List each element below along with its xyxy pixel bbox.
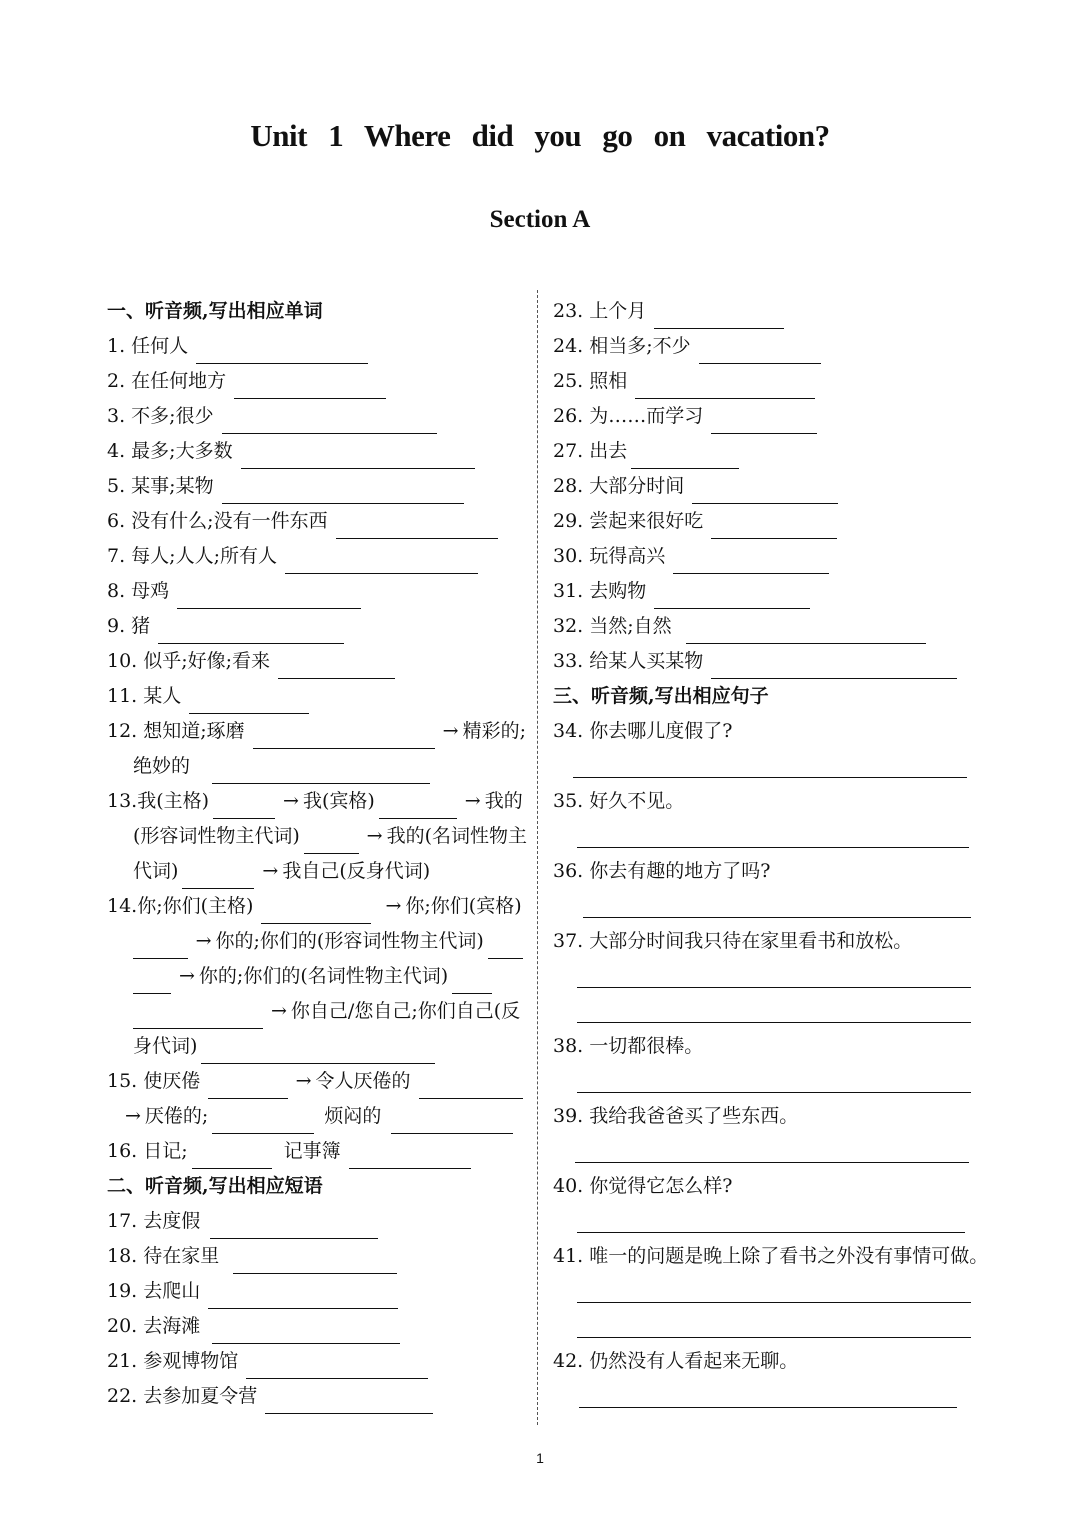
answer-line-37a — [553, 959, 973, 994]
question-34: 34. 你去哪儿度假了? — [553, 720, 733, 742]
answer-blank[interactable] — [285, 551, 478, 574]
answer-blank[interactable] — [212, 761, 430, 784]
answer-blank[interactable] — [488, 936, 523, 959]
answer-blank[interactable] — [158, 621, 344, 644]
question-26: 26. 为……而学习 — [553, 399, 973, 434]
page-number: 1 — [536, 1450, 544, 1466]
question-15-cont: → 厌倦的; 烦闷的 — [107, 1099, 527, 1134]
answer-blank[interactable] — [577, 1000, 971, 1023]
question-32: 32. 当然;自然 — [553, 609, 973, 644]
answer-blank[interactable] — [577, 825, 969, 848]
arrow-icon: → — [385, 895, 402, 917]
question-14-cont3: → 你自己/您自己;你们自己(反 — [107, 994, 527, 1029]
question-30: 30. 玩得高兴 — [553, 539, 973, 574]
answer-line-35 — [553, 819, 973, 854]
question-29: 29. 尝起来很好吃 — [553, 504, 973, 539]
answer-blank[interactable] — [379, 796, 457, 819]
question-33: 33. 给某人买某物 — [553, 644, 973, 679]
answer-blank[interactable] — [210, 1216, 378, 1239]
question-3: 3. 不多;很少 — [107, 399, 527, 434]
answer-blank[interactable] — [673, 551, 829, 574]
answer-blank[interactable] — [577, 965, 971, 988]
question-24: 24. 相当多;不少 — [553, 329, 973, 364]
question-11: 11. 某人 — [107, 679, 527, 714]
question-14: 14.你;你们(主格) → 你;你们(宾格) — [107, 889, 527, 924]
question-14-cont2: → 你的;你们的(名词性物主代词) — [107, 959, 527, 994]
answer-line-41b — [553, 1309, 973, 1344]
question-2: 2. 在任何地方 — [107, 364, 527, 399]
question-13: 13.我(主格) → 我(宾格) → 我的 — [107, 784, 527, 819]
answer-blank[interactable] — [192, 1146, 272, 1169]
question-22: 22. 去参加夏令营 — [107, 1379, 527, 1414]
arrow-icon: → — [195, 930, 212, 952]
answer-blank[interactable] — [182, 866, 254, 889]
answer-blank[interactable] — [711, 411, 817, 434]
question-31: 31. 去购物 — [553, 574, 973, 609]
arrow-icon: → — [295, 1070, 312, 1092]
answer-blank[interactable] — [234, 376, 386, 399]
answer-blank[interactable] — [573, 755, 967, 778]
answer-blank[interactable] — [212, 1111, 314, 1134]
right-column — [553, 294, 989, 1414]
answer-blank[interactable] — [583, 895, 971, 918]
question-25: 25. 照相 — [553, 364, 973, 399]
answer-blank[interactable] — [349, 1146, 471, 1169]
answer-blank[interactable] — [654, 306, 784, 329]
question-4: 4. 最多;大多数 — [107, 434, 527, 469]
question-41: 41. 唯一的问题是晚上除了看书之外没有事情可做。 — [553, 1245, 989, 1267]
arrow-icon: → — [179, 965, 195, 987]
answer-blank[interactable] — [278, 656, 395, 679]
answer-blank[interactable] — [265, 1391, 433, 1414]
answer-blank[interactable] — [222, 481, 464, 504]
answer-blank[interactable] — [246, 1356, 428, 1379]
answer-blank[interactable] — [575, 1140, 969, 1163]
answer-blank[interactable] — [189, 691, 309, 714]
question-42: 42. 仍然没有人看起来无聊。 — [553, 1350, 799, 1372]
answer-blank[interactable] — [133, 1006, 263, 1029]
answer-blank[interactable] — [336, 516, 498, 539]
question-40: 40. 你觉得它怎么样? — [553, 1175, 733, 1197]
answer-blank[interactable] — [692, 481, 838, 504]
question-28: 28. 大部分时间 — [553, 469, 973, 504]
answer-blank[interactable] — [419, 1076, 523, 1099]
question-12: 12. 想知道;琢磨 → 精彩的; — [107, 714, 527, 749]
answer-blank[interactable] — [208, 1076, 287, 1099]
answer-blank[interactable] — [452, 971, 492, 994]
answer-blank[interactable] — [635, 376, 815, 399]
answer-blank[interactable] — [577, 1280, 971, 1303]
unit-title: Unit 1 Where did you go on vacation? — [250, 118, 830, 153]
question-14-cont4: 身代词) — [107, 1029, 527, 1064]
question-13-cont: (形容词性物主代词) → 我的(名词性物主 — [107, 819, 527, 854]
answer-blank[interactable] — [577, 1070, 971, 1093]
answer-blank[interactable] — [686, 621, 926, 644]
question-20: 20. 去海滩 — [107, 1309, 527, 1344]
arrow-icon: → — [442, 720, 459, 742]
answer-blank[interactable] — [711, 516, 837, 539]
answer-blank[interactable] — [213, 796, 275, 819]
answer-blank[interactable] — [579, 1385, 957, 1408]
answer-blank[interactable] — [241, 446, 475, 469]
answer-blank[interactable] — [222, 411, 437, 434]
question-18: 18. 待在家里 — [107, 1239, 527, 1274]
question-37: 37. 大部分时间我只待在家里看书和放松。 — [553, 930, 913, 952]
question-7: 7. 每人;人人;所有人 — [107, 539, 527, 574]
section-title: Section A — [489, 206, 591, 233]
answer-blank[interactable] — [304, 831, 359, 854]
answer-line-37b — [553, 994, 973, 1029]
question-6: 6. 没有什么;没有一件东西 — [107, 504, 527, 539]
answer-blank[interactable] — [654, 586, 810, 609]
section-heading-phrases: 二、听音频,写出相应短语 — [107, 1175, 323, 1197]
answer-blank[interactable] — [196, 341, 368, 364]
answer-line-39 — [553, 1134, 973, 1169]
question-38: 38. 一切都很棒。 — [553, 1035, 704, 1057]
answer-line-41a — [553, 1274, 973, 1309]
answer-line-40 — [553, 1204, 973, 1239]
question-5: 5. 某事;某物 — [107, 469, 527, 504]
question-14-cont: → 你的;你们的(形容词性物主代词) — [107, 924, 527, 959]
answer-blank[interactable] — [133, 936, 188, 959]
answer-blank[interactable] — [711, 656, 957, 679]
question-27: 27. 出去 — [553, 434, 973, 469]
answer-blank[interactable] — [253, 726, 435, 749]
answer-blank[interactable] — [208, 1286, 398, 1309]
question-35: 35. 好久不见。 — [553, 790, 685, 812]
question-17: 17. 去度假 — [107, 1204, 527, 1239]
answer-blank[interactable] — [391, 1111, 513, 1134]
question-23: 23. 上个月 — [553, 294, 973, 329]
answer-blank[interactable] — [133, 971, 171, 994]
column-divider — [537, 290, 538, 1425]
question-19: 19. 去爬山 — [107, 1274, 527, 1309]
question-16: 16. 日记; 记事簿 — [107, 1134, 527, 1169]
question-1: 1. 任何人 — [107, 329, 527, 364]
answer-blank[interactable] — [261, 901, 371, 924]
section-heading-sentences: 三、听音频,写出相应句子 — [553, 685, 769, 707]
left-column — [107, 294, 527, 1414]
answer-blank[interactable] — [631, 446, 739, 469]
question-13-cont2: 代词) → 我自己(反身代词) — [107, 854, 527, 889]
arrow-icon: → — [283, 790, 299, 812]
question-8: 8. 母鸡 — [107, 574, 527, 609]
question-39: 39. 我给我爸爸买了些东西。 — [553, 1105, 799, 1127]
arrow-icon: → — [464, 790, 481, 812]
question-12-cont: 绝妙的 — [107, 749, 527, 784]
answer-blank[interactable] — [699, 341, 821, 364]
arrow-icon: → — [262, 860, 279, 882]
section-heading-words: 一、听音频,写出相应单词 — [107, 300, 323, 322]
question-36: 36. 你去有趣的地方了吗? — [553, 860, 771, 882]
question-9: 9. 猪 — [107, 609, 527, 644]
question-15: 15. 使厌倦 → 令人厌倦的 — [107, 1064, 527, 1099]
answer-blank[interactable] — [577, 1210, 965, 1233]
answer-blank[interactable] — [201, 1041, 435, 1064]
arrow-icon: → — [366, 825, 383, 847]
answer-line-42 — [553, 1379, 973, 1414]
arrow-icon: → — [271, 1000, 287, 1022]
answer-blank[interactable] — [212, 1321, 400, 1344]
answer-line-38 — [553, 1064, 973, 1099]
answer-line-34 — [553, 749, 973, 784]
answer-blank[interactable] — [177, 586, 361, 609]
question-10: 10. 似乎;好像;看来 — [107, 644, 527, 679]
arrow-icon: → — [125, 1105, 141, 1127]
question-21: 21. 参观博物馆 — [107, 1344, 527, 1379]
answer-blank[interactable] — [233, 1251, 397, 1274]
answer-blank[interactable] — [577, 1315, 971, 1338]
answer-line-36 — [553, 889, 973, 924]
